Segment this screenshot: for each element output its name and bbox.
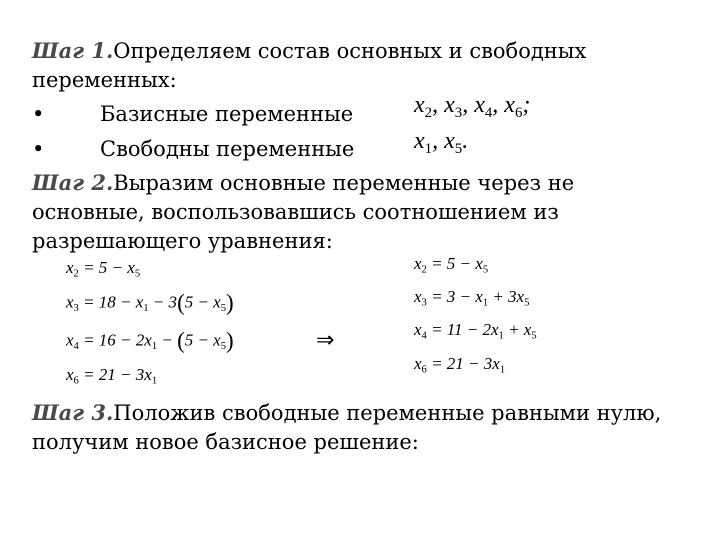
basic-var-index: 2	[424, 105, 433, 122]
step2-label: Шаг 2.	[32, 170, 114, 195]
basic-vars-end: ;	[522, 92, 531, 118]
step3-paragraph	[32, 398, 692, 457]
equation-left-2: $x_3 = 18 - x_1 - 3(5 - x_5)$	[66, 290, 234, 315]
equation-right-3: $x_4 = 11 - 2x_1 + x_5$	[414, 320, 537, 342]
free-variables: $x_1$, $x_5$.	[414, 128, 469, 158]
basic-variables: $x_2$, $x_3$, $x_4$, $x_6$;	[414, 92, 531, 122]
equation-right-2: $x_3 = 3 - x_1 + 3x_5$	[414, 287, 530, 309]
step1-label: Шаг 1.	[32, 38, 114, 63]
bullet-free-text: Свободны переменные	[100, 137, 355, 161]
basic-var-index: 6	[514, 105, 523, 122]
step3-text: Положив свободные переменные равными нулю, получим новое базисное решение:	[32, 401, 662, 454]
equation-left-4: $x_6 = 21 - 3x_1$	[66, 365, 158, 387]
implies-arrow-icon: ⇒	[316, 328, 335, 353]
bullet-marker: •	[32, 102, 45, 126]
bullet-basic-text: Базисные переменные	[100, 102, 354, 126]
step2-text: Выразим основные переменные через не основные, воспользовавшись соотношением из разрешающего уравнения:	[32, 171, 575, 253]
free-var-index: 5	[454, 141, 463, 158]
step1-text: Определяем состав основных и свободных переменных:	[32, 39, 587, 92]
equation-right-4: $x_6 = 21 - 3x_1$	[414, 354, 506, 376]
free-var-index: 1	[424, 141, 433, 158]
basic-var-index: 3	[454, 105, 463, 122]
step2-paragraph	[32, 168, 692, 256]
equation-right-1: $x_2 = 5 - x_5$	[414, 254, 489, 276]
basic-var-index: 4	[484, 105, 493, 122]
bullet-marker: •	[32, 137, 45, 161]
free-vars-end: .	[462, 128, 469, 154]
step3-label: Шаг 3.	[32, 400, 114, 425]
equation-left-1: $x_2 = 5 - x_5$	[66, 258, 141, 280]
equation-left-3: $x_4 = 16 - 2x_1 - (5 - x_5)$	[66, 328, 234, 353]
step1-paragraph	[32, 36, 692, 95]
